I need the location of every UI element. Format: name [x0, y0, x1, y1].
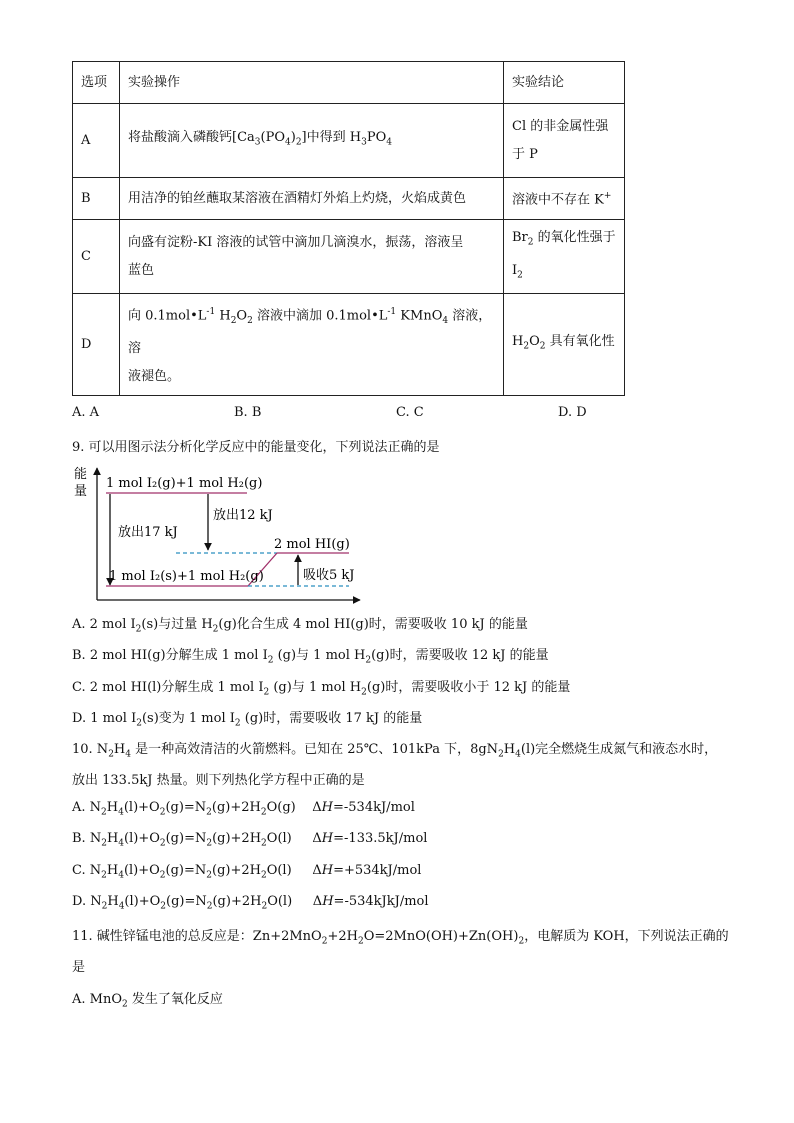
q11-option-a[interactable]: A. MnO$_2$ 发生了氧化反应	[72, 992, 223, 1010]
row-conclusion: Cl 的非金属性强 于 P	[504, 104, 625, 178]
table-row	[73, 220, 625, 294]
header-option: 选项	[73, 62, 120, 104]
table-header-row	[73, 62, 625, 104]
row-conclusion: $H_2O_2$ 具有氧化性	[504, 294, 625, 396]
q10-stem-line1: 10. $N_2H_4$ 是一种高效清洁的火箭燃料。已知在 25℃、101kPa 下，$8gN_2H_4(l)$完全燃烧生成氮气和液态水时，	[72, 742, 718, 760]
row-option: A	[73, 104, 120, 178]
row-operation: 用洁净的铂丝蘸取某溶液在酒精灯外焰上灼烧，火焰成黄色	[120, 178, 504, 220]
bottom-level-label: 1 mol I₂(s)+1 mol H₂(g)	[109, 569, 264, 584]
q9-option-c[interactable]: C. 2 mol HI(l)分解生成 1 mol $I_2$ (g)与 1 mol $H_2(g)$时，需要吸收小于 12 kJ 的能量	[72, 680, 571, 698]
q10-option-b[interactable]: B. $N_2H_4(l)+O_2(g)=N_2(g)+2H_2O(l)$ ΔH=-133.5kJ/mol	[72, 831, 428, 849]
row-option: D	[73, 294, 120, 396]
row-operation: 向 $0.1mol•L^{-1}$ $H_2O_2$ 溶液中滴加 $0.1mol•L^{-1}$ KMnO$_4$ 溶液，溶 液褪色。	[120, 294, 504, 396]
row-conclusion: $Br_2$ 的氧化性强于 $I_2$	[504, 220, 625, 294]
row-operation: 向盛有淀粉-KI 溶液的试管中滴加几滴溴水，振荡，溶液呈 蓝色	[120, 220, 504, 294]
q9-option-b[interactable]: B. 2 mol HI(g)分解生成 1 mol $I_2$ (g)与 1 mol $H_2(g)$时，需要吸收 12 kJ 的能量	[72, 648, 549, 666]
row-conclusion: 溶液中不存在 K+	[504, 178, 625, 220]
release12-label: 放出12 kJ	[213, 508, 273, 523]
row-option: C	[73, 220, 120, 294]
q11-stem-line1: 11. 碱性锌锰电池的总反应是：$Zn+2MnO_2+2H_2O=2MnO(OH)+Zn(OH)_2$，电解质为 KOH，下列说法正确的	[72, 929, 729, 947]
mid-level-label: 2 mol HI(g)	[274, 537, 350, 552]
q8-option-b[interactable]: B. B	[234, 405, 262, 420]
q10-stem-line2: 放出 133.5kJ 热量。则下列热化学方程中正确的是	[72, 773, 365, 788]
release17-label: 放出17 kJ	[118, 525, 178, 540]
row-operation: 将盐酸滴入磷酸钙$[Ca_3(PO_4)_2]$中得到 $H_3PO_4$	[120, 104, 504, 178]
q8-option-c[interactable]: C. C	[396, 405, 424, 420]
header-operation: 实验操作	[120, 62, 504, 104]
q8-option-d[interactable]: D. D	[558, 405, 587, 420]
q9-option-d[interactable]: D. 1 mol $I_2(s)$变为 1 mol $I_2$ (g)时，需要吸收 17 kJ 的能量	[72, 711, 423, 729]
absorb5-label: 吸收5 kJ	[303, 568, 355, 583]
q10-option-c[interactable]: C. $N_2H_4(l)+O_2(g)=N_2(g)+2H_2O(l)$ ΔH=+534kJ/mol	[72, 863, 422, 881]
top-level-label: 1 mol I₂(g)+1 mol H₂(g)	[106, 476, 263, 491]
y-axis-label: 能量	[74, 467, 88, 499]
table-row	[73, 178, 625, 220]
header-conclusion: 实验结论	[504, 62, 625, 104]
q10-option-d[interactable]: D. $N_2H_4(l)+O_2(g)=N_2(g)+2H_2O(l)$ ΔH=-534kJkJ/mol	[72, 894, 429, 912]
q10-option-a[interactable]: A. $N_2H_4(l)+O_2(g)=N_2(g)+2H_2O(g)$ ΔH=-534kJ/mol	[72, 800, 415, 818]
q8-option-a[interactable]: A. A	[72, 405, 100, 420]
table-row	[73, 294, 625, 396]
table-row	[73, 104, 625, 178]
q9-stem: 9. 可以用图示法分析化学反应中的能量变化，下列说法正确的是	[72, 440, 440, 455]
energy-diagram	[72, 462, 372, 607]
experiment-table	[72, 61, 625, 396]
q11-stem-line2: 是	[72, 960, 86, 975]
q9-option-a[interactable]: A. 2 mol $I_2(s)$与过量 $H_2(g)$化合生成 4 mol HI(g)时，需要吸收 10 kJ 的能量	[72, 617, 528, 635]
row-option: B	[73, 178, 120, 220]
